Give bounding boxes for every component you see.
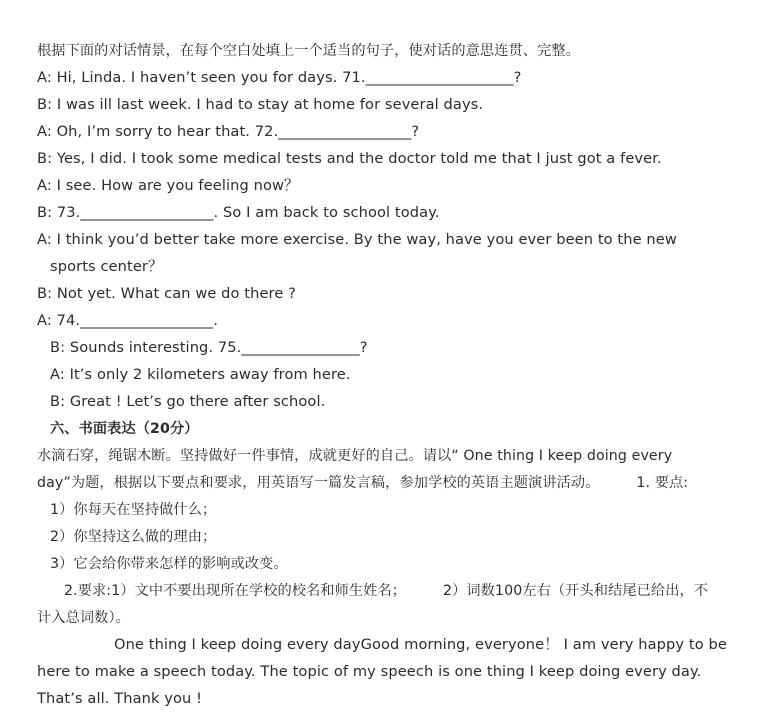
writing-prompt-line: 水滴石穿，绳锯木断。坚持做好一件事情，成就更好的自己。请以“ One thing I keep doing every [37,448,673,464]
dialogue-line-75: B: Sounds interesting. 75.________________? [50,339,368,356]
dialogue-line: B: I was ill last week. I had to stay at home for several days. [37,96,484,113]
writing-requirement-line: 2.要求:1）文中不要出现所在学校的校名和师生姓名； 2）词数100左右（开头和结尾已给出，不 [64,583,709,599]
section-title: 六、书面表达（20分） [50,421,199,437]
instruction-text: 根据下面的对话情景，在每个空白处填上一个适当的句子，使对话的意思连贯、完整。 [37,43,580,59]
writing-point-3: 3）它会给你带来怎样的影响或改变。 [50,556,288,572]
dialogue-line-71: A: Hi, Linda. I haven’t seen you for days. 71.____________________? [37,69,522,86]
writing-prompt-line: day”为题，根据以下要点和要求，用英语写一篇发言稿，参加学校的英语主题演讲活动。 1. 要点: [37,475,689,491]
dialogue-line-72: A: Oh, I’m sorry to hear that. 72.__________________? [37,123,420,140]
dialogue-line: B: Not yet. What can we do there ? [37,285,297,302]
dialogue-line: A: I see. How are you feeling now？ [37,177,299,194]
speech-opening-line: here to make a speech today. The topic of my speech is one thing I keep doing every day. [37,663,702,680]
dialogue-line: A: It’s only 2 kilometers away from here. [50,366,351,383]
dialogue-line: A: I think you’d better take more exercise. By the way, have you ever been to the new [37,231,677,248]
speech-closing-line: That’s all. Thank you ! [37,690,203,707]
speech-opening-line: One thing I keep doing every dayGood morning, everyone！ I am very happy to be [114,636,727,653]
writing-point-1: 1）你每天在坚持做什么； [50,502,217,518]
dialogue-line: B: Great ! Let’s go there after school. [50,393,326,410]
dialogue-line-continuation: sports center？ [50,258,163,275]
dialogue-line-73: B: 73.__________________. So I am back to school today. [37,204,440,221]
writing-requirement-line: 计入总词数）。 [37,610,130,626]
writing-point-2: 2）你坚持这么做的理由； [50,529,217,545]
dialogue-line: B: Yes, I did. I took some medical tests and the doctor told me that I just got a fever. [37,150,662,167]
dialogue-line-74: A: 74.__________________. [37,312,218,329]
